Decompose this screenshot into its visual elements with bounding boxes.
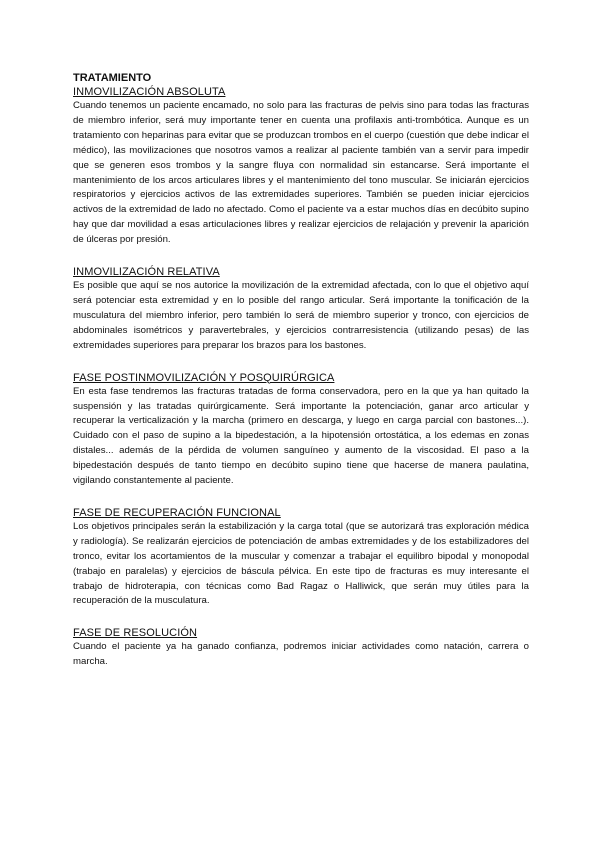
section-paragraph: Cuando tenemos un paciente encamado, no solo para las fracturas de pelvis sino para todas las fracturas de miembro inferior, será muy importante tener en cuenta una profilaxis anti-trombótica. Aunque es un tratamiento con heparinas para evitar que se produzcan trombos en el cuerpo (cuestión que debe indicar el médico), las movilizaciones que nosotros vamos a realizar al paciente también van a servir para impedir que se generen esos trombos y la sangre fluya con normalidad sin estancarse. Será importante el mantenimiento de los arcos articulares libres y el mantenimiento del tono muscular. Se iniciarán ejercicios respiratorios y ejercicios activos de las extremidades superiores. También se pueden iniciar ejercicios activos de la extremidad de lado no afectado. Como el paciente va a estar muchos días en decúbito supino hay que dar movilidad a esas articulaciones libres y realizar ejercicios de relajación y prevenir la aparición de úlceras por presión. xyxy=(73,100,529,246)
section-fase-recuperacion-funcional xyxy=(73,506,529,609)
section-paragraph: Es posible que aquí se nos autorice la movilización de la extremidad afectada, con lo que el objetivo aquí será potenciar esta extremidad y en lo posible del rango articular. Será importante la tonificación de la musculatura del miembro inferior, pero también lo será de miembro superior y tronco, con ejercicios de abdominales isométricos y paravertebrales, y ejercicios contrarresistencia (utilizando pesas) de las extremidades superiores para preparar los brazos para los bastones. xyxy=(73,280,529,351)
section-paragraph: Cuando el paciente ya ha ganado confianza, podremos iniciar actividades como natación, carrera o marcha. xyxy=(73,641,529,668)
section-heading: FASE DE RESOLUCIÓN xyxy=(73,627,198,640)
document-page xyxy=(73,72,529,687)
section-paragraph: En esta fase tendremos las fracturas tratadas de forma conservadora, pero en la que ya han quitado la suspensión y las tratadas quirúrgicamente. Será importante la potenciación, ganar arco articular y recuperar la verticalización y la marcha (primero en descarga, y luego en carga parcial con bastones...). Cuidado con el paso de supino a la bipedestación, a la hipotensión ortostática, a los edemas en zonas distales... además de la pérdida de volumen sanguíneo y aumento de la viscosidad. El paso a la bipedestación después de tanto tiempo en decúbito supino tiene que hacerse de manera paulatina, vigilando constantemente al paciente. xyxy=(73,385,529,487)
section-fase-postinmovilizacion xyxy=(73,371,529,489)
section-inmovilizacion-absoluta xyxy=(73,85,529,248)
document-title: TRATAMIENTO xyxy=(73,72,152,84)
section-heading: FASE POSTINMOVILIZACIÓN Y POSQUIRÚRGICA xyxy=(73,371,335,384)
section-heading: FASE DE RECUPERACIÓN FUNCIONAL xyxy=(73,506,281,519)
section-heading: INMOVILIZACIÓN RELATIVA xyxy=(73,266,220,279)
section-heading: INMOVILIZACIÓN ABSOLUTA xyxy=(73,86,226,98)
section-inmovilizacion-relativa xyxy=(73,265,529,354)
section-fase-resolucion xyxy=(73,626,529,670)
section-paragraph: Los objetivos principales serán la estabilización y la carga total (que se autorizará tras exploración médica y radiología). Se realizarán ejercicios de potenciación de ambas extremidades y de los estabilizadores del tronco, evitar los acortamientos de la muscular y comenzar a trabajar el equilibro bipodal y monopodal (trabajo en paralelas) y ejercicios de báscula pélvica. En este tipo de fracturas es muy interesante el trabajo de hidroterapia, con técnicas como Bad Ragaz o Halliwick, que serán muy útiles para la recuperación de la musculatura. xyxy=(73,520,529,607)
